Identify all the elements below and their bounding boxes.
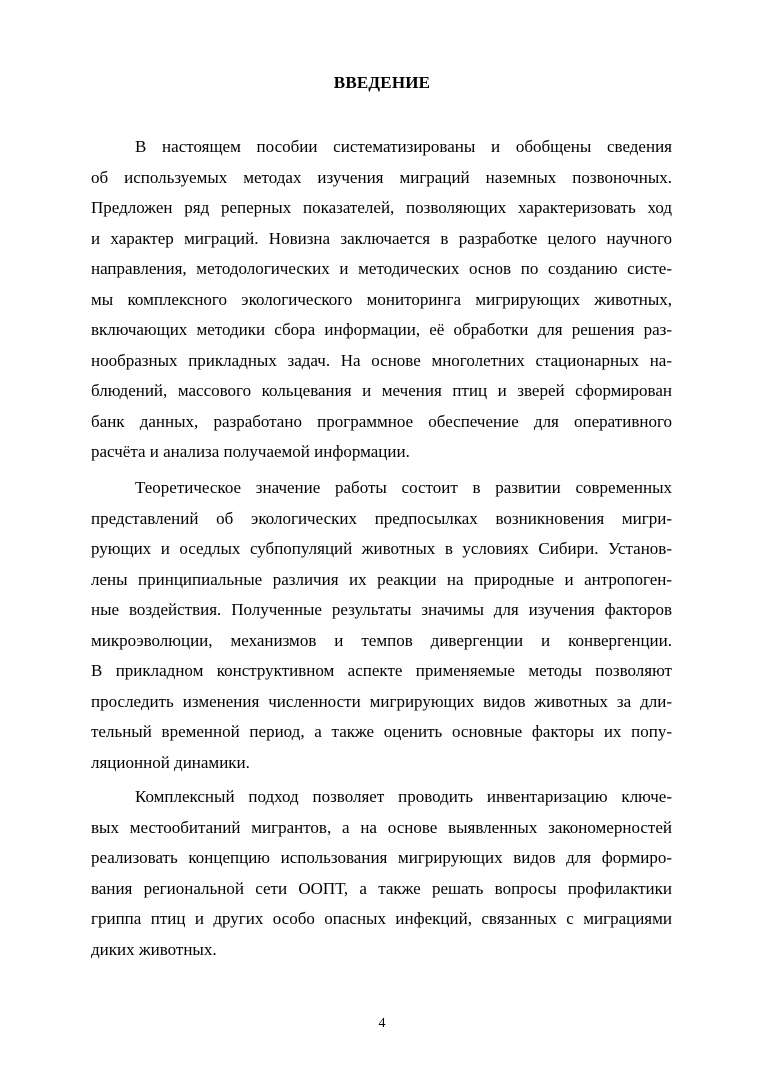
paragraph-complex-approach [91, 782, 672, 965]
text-line: и характер миграций. Новизна заключается в разработке целого научного [91, 228, 672, 248]
text-line: расчёта и анализа получаемой информации. [91, 442, 410, 461]
text-line: В настоящем пособии систематизированы и обобщены сведения [135, 137, 672, 156]
text-line: В прикладном конструктивном аспекте применяемые методы позволяют [91, 661, 672, 680]
text-line: тельный временной период, а также оценить основные факторы их попу- [91, 722, 672, 741]
text-line: гриппа птиц и других особо опасных инфекций, связанных с миграциями [91, 909, 672, 928]
text-line: представлений об экологических предпосылках возникновения мигри- [91, 508, 672, 528]
text-line: вания региональной сети ООПТ, а также решать вопросы профилактики [91, 878, 672, 898]
text-line: рующих и оседлых субпопуляций животных в условиях Сибири. Установ- [91, 539, 672, 558]
text-line: проследить изменения численности мигрирующих видов животных за дли- [91, 691, 672, 711]
text-line: Предложен ряд реперных показателей, позволяющих характеризовать ход [91, 198, 672, 217]
text-line: микроэволюции, механизмов и темпов дивергенции и конвергенции. [91, 630, 672, 650]
text-line: Теоретическое значение работы состоит в развитии современных [135, 478, 672, 497]
text-line: реализовать концепцию использования мигрирующих видов для формиро- [91, 848, 672, 867]
text-line: включающих методики сбора информации, её обработки для решения раз- [91, 320, 672, 339]
page-title: ВВЕДЕНИЕ [333, 73, 431, 92]
text-line: диких животных. [91, 939, 217, 959]
text-line: об используемых методах изучения миграций наземных позвоночных. [91, 167, 672, 187]
text-line: Комплексный подход позволяет проводить инвентаризацию ключе- [135, 787, 672, 806]
text-line: лены принципиальные различия их реакции на природные и антропоген- [91, 569, 672, 589]
text-line: ляционной динамики. [91, 752, 250, 772]
paragraph-novelty [91, 132, 672, 468]
text-line: мы комплексного экологического мониторинга мигрирующих животных, [91, 289, 672, 309]
text-line: банк данных, разработано программное обеспечение для оперативного [91, 411, 672, 431]
text-line: ные воздействия. Полученные результаты значимы для изучения факторов [91, 600, 672, 619]
text-line: блюдений, массового кольцевания и мечения птиц и зверей сформирован [91, 381, 672, 400]
paragraph-theoretical-significance [91, 473, 672, 778]
text-line: нообразных прикладных задач. На основе многолетних стационарных на- [91, 350, 672, 370]
text-line: вых местообитаний мигрантов, а на основе выявленных закономерностей [91, 817, 672, 837]
page-number: 4 [378, 1016, 386, 1031]
text-line: направления, методологических и методических основ по созданию систе- [91, 259, 672, 278]
